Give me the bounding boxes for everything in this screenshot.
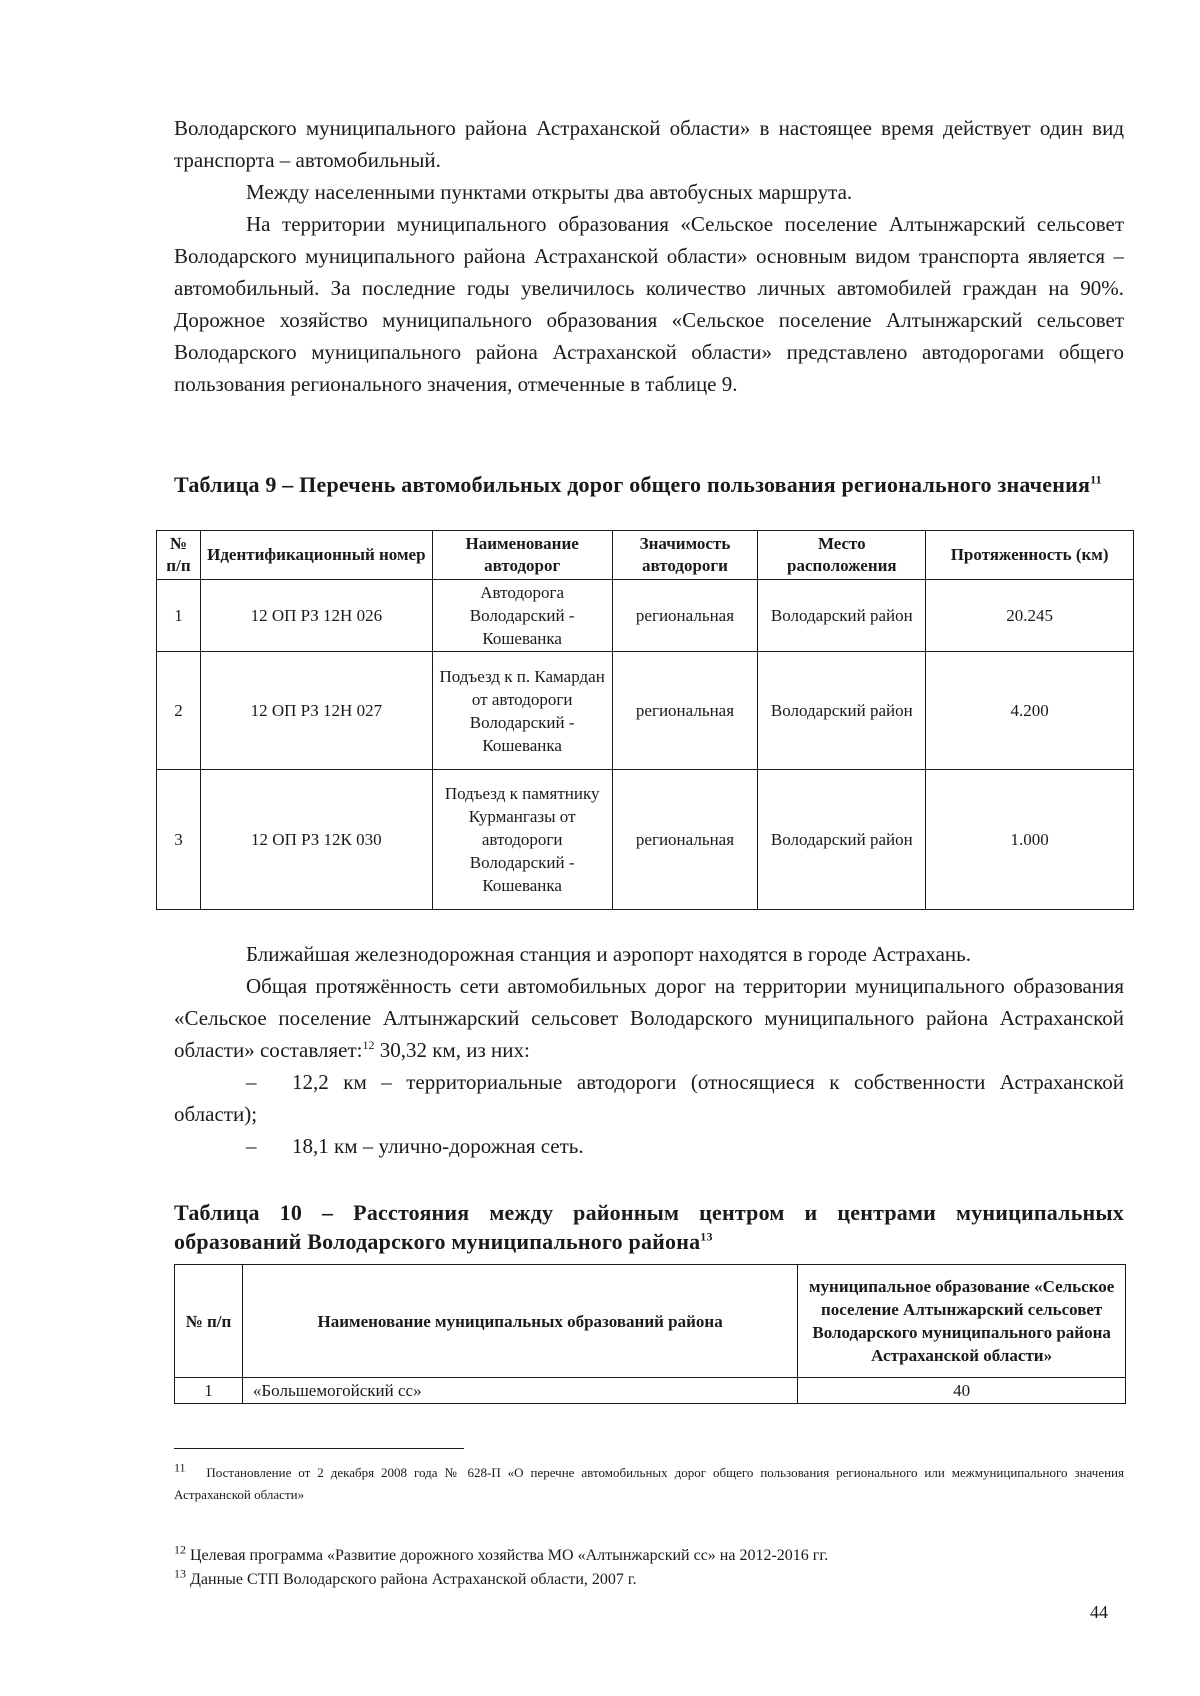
table9-caption-text: Таблица 9 – Перечень автомобильных дорог общего пользования регионального значения (174, 472, 1091, 497)
cell-location: Володарский район (758, 580, 926, 652)
list-item (174, 1066, 1124, 1130)
col-header-number: № п/п (175, 1265, 243, 1378)
cell-location: Володарский район (758, 652, 926, 770)
footnote-ref-12: 12 (362, 1038, 375, 1052)
col-header-municipality: Наименование муниципальных образований района (242, 1265, 797, 1378)
col-header-length: Протяженность (км) (926, 531, 1134, 580)
footnote-13 (174, 1568, 1124, 1592)
table10-header-row (175, 1265, 1126, 1378)
cell-name: Подъезд к памятнику Курмангазы от автодороги Володарский - Кошеванка (432, 770, 612, 910)
cell-significance: региональная (612, 652, 758, 770)
col-header-number: № п/п (157, 531, 201, 580)
table10-footnote-ref: 13 (700, 1229, 713, 1244)
col-header-name: Наименование автодорог (432, 531, 612, 580)
network-text-a: Общая протяжённость сети автомобильных дорог на территории муниципального образования «Сельское поселение Алтынжарский сельсовет Володарского муниципального района Астраханской области» составляет: (174, 974, 1124, 1062)
paragraph-network (174, 970, 1124, 1066)
table9-footnote-ref: 11 (1090, 472, 1102, 487)
col-header-significance: Значимость автодороги (612, 531, 758, 580)
page-number: 44 (1090, 1602, 1108, 1622)
cell-number: 3 (157, 770, 201, 910)
cell-distance: 40 (798, 1378, 1126, 1404)
col-header-location: Место расположения (758, 531, 926, 580)
paragraph-station: Ближайшая железнодорожная станция и аэропорт находятся в городе Астрахань. (246, 942, 971, 966)
intro-text (174, 112, 1124, 400)
cell-length: 20.245 (926, 580, 1134, 652)
cell-number: 1 (157, 580, 201, 652)
col-header-distance: муниципальное образование «Сельское поселение Алтынжарский сельсовет Володарского муниципального района Астраханской области» (798, 1265, 1126, 1378)
cell-id: 12 ОП РЗ 12Н 026 (200, 580, 432, 652)
cell-number: 2 (157, 652, 201, 770)
table-row (157, 770, 1134, 910)
cell-id: 12 ОП РЗ 12К 030 (200, 770, 432, 910)
footnote-text: Данные СТП Володарского района Астраханской области, 2007 г. (190, 1571, 637, 1588)
table9-header-row (157, 531, 1134, 580)
footnote-text: Постановление от 2 декабря 2008 года № 628-П «О перечне автомобильных дорог общего пользования регионального или межмуниципального значения Астраханской области» (174, 1465, 1124, 1502)
table10-caption (174, 1198, 1124, 1256)
cell-significance: региональная (612, 580, 758, 652)
table-9 (156, 530, 1134, 910)
cell-significance: региональная (612, 770, 758, 910)
col-header-id: Идентификационный номер (200, 531, 432, 580)
footnote-separator (174, 1448, 464, 1449)
paragraph-2: Между населенными пунктами открыты два автобусных маршрута. (246, 180, 853, 204)
table-row (175, 1378, 1126, 1404)
footnote-12 (174, 1544, 1124, 1568)
middle-text (174, 938, 1124, 1162)
cell-length: 1.000 (926, 770, 1134, 910)
cell-id: 12 ОП РЗ 12Н 027 (200, 652, 432, 770)
footnote-mark: 13 (174, 1566, 186, 1581)
footnote-11 (174, 1462, 1124, 1506)
network-text-b: 30,32 км, из них: (374, 1038, 530, 1062)
list-item-text: 18,1 км – улично-дорожная сеть. (292, 1134, 584, 1158)
footnote-mark: 11 (174, 1460, 186, 1475)
cell-length: 4.200 (926, 652, 1134, 770)
paragraph-1: Володарского муниципального района Астраханской области» в настоящее время действует один вид транспорта – автомобильный. (174, 116, 1124, 172)
cell-name: Автодорога Володарский - Кошеванка (432, 580, 612, 652)
footnote-text: Целевая программа «Развитие дорожного хозяйства МО «Алтынжарский сс» на 2012-2016 гг. (190, 1547, 829, 1564)
table-10 (174, 1264, 1126, 1404)
table-row (157, 580, 1134, 652)
dash-bullet: – (246, 1070, 257, 1094)
table-row (157, 652, 1134, 770)
cell-number: 1 (175, 1378, 243, 1404)
footnote-mark: 12 (174, 1542, 186, 1557)
paragraph-3: На территории муниципального образования «Сельское поселение Алтынжарский сельсовет Володарского муниципального района Астраханской области» основным видом транспорта является – автомобильный. За последние годы увеличилось количество личных автомобилей граждан на 90%. Дорожное хозяйство муниципального образования «Сельское поселение Алтынжарский сельсовет Володарского муниципального района Астраханской области» представлено автодорогами общего пользования регионального значения, отмеченные в таблице 9. (174, 212, 1124, 396)
cell-location: Володарский район (758, 770, 926, 910)
list-item (174, 1130, 1124, 1162)
table10-caption-text: Таблица 10 – Расстояния между районным центром и центрами муниципальных образований Володарского муниципального района (174, 1200, 1124, 1254)
cell-name: Подъезд к п. Камардан от автодороги Володарский - Кошеванка (432, 652, 612, 770)
cell-municipality: «Большемогойский сс» (242, 1378, 797, 1404)
list-item-text: 12,2 км – территориальные автодороги (относящиеся к собственности Астраханской области); (174, 1070, 1124, 1126)
table9-caption (174, 470, 1124, 499)
dash-bullet: – (246, 1134, 257, 1158)
